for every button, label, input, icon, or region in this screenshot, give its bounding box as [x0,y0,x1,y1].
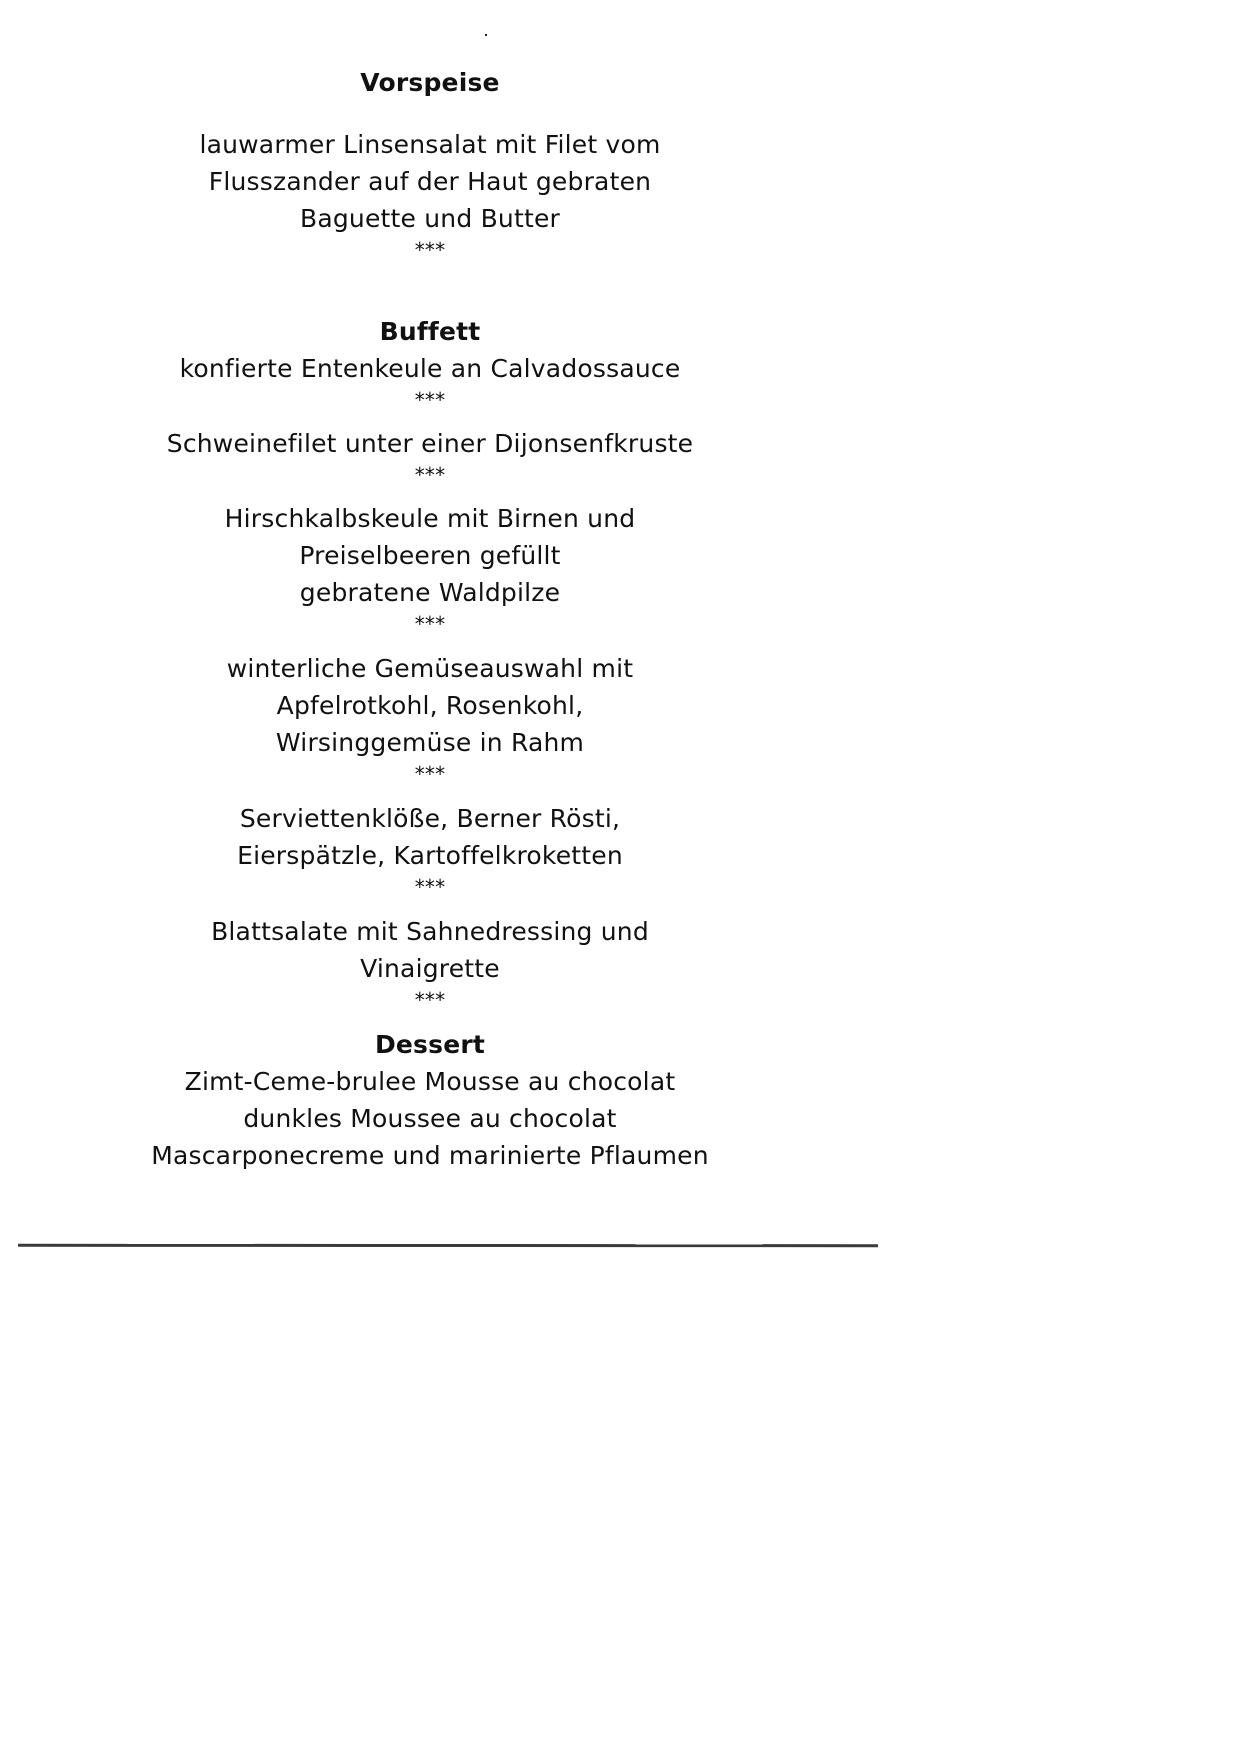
buffett-item-2 [140,425,720,488]
separator: *** [414,875,446,899]
dish-line: winterliche Gemüseauswahl mit [226,654,634,683]
separator: *** [414,988,446,1012]
heading-dessert: Dessert [374,1030,486,1059]
section-vorspeise [140,64,720,101]
section-dessert [140,1026,720,1174]
dish-line: Vinaigrette [360,954,500,983]
scan-speck [485,34,487,36]
dish-line: Zimt-Ceme-brulee Mousse au chocolat [184,1067,676,1096]
vorspeise-dish [140,126,720,263]
buffett-item-3 [140,500,720,637]
separator: *** [414,388,446,412]
dish-line: Mascarponecreme und marinierte Pflaumen [151,1141,709,1170]
dish-line: dunkles Moussee au chocolat [243,1104,617,1133]
dish-line: Flusszander auf der Haut gebraten [208,167,652,196]
buffett-item-6 [140,913,720,1013]
horizontal-rule [18,1244,878,1247]
dish-line: gebratene Waldpilze [299,578,561,607]
heading-vorspeise: Vorspeise [360,68,500,97]
dish-line: Serviettenklöße, Berner Rösti, [239,804,621,833]
dish-line: Apfelrotkohl, Rosenkohl, [276,691,584,720]
dish-line: Preiselbeeren gefüllt [299,541,561,570]
dish-line: Blattsalate mit Sahnedressing und [211,917,649,946]
separator: *** [414,762,446,786]
buffett-item-4 [140,650,720,787]
dish-line: konfierte Entenkeule an Calvadossauce [179,354,681,383]
dish-line: Hirschkalbskeule mit Birnen und [224,504,636,533]
dish-line: Eierspätzle, Kartoffelkroketten [237,841,623,870]
dish-line: lauwarmer Linsensalat mit Filet vom [199,130,661,159]
dish-line: Wirsinggemüse in Rahm [275,728,585,757]
separator: *** [414,463,446,487]
heading-buffett: Buffett [379,317,481,346]
dish-line: Baguette und Butter [299,204,561,233]
separator: *** [414,238,446,262]
separator: *** [414,612,446,636]
buffett-item-1 [140,350,720,413]
dish-line: Schweinefilet unter einer Dijonsenfkruste [166,429,694,458]
buffett-item-5 [140,800,720,900]
section-buffett [140,313,720,350]
